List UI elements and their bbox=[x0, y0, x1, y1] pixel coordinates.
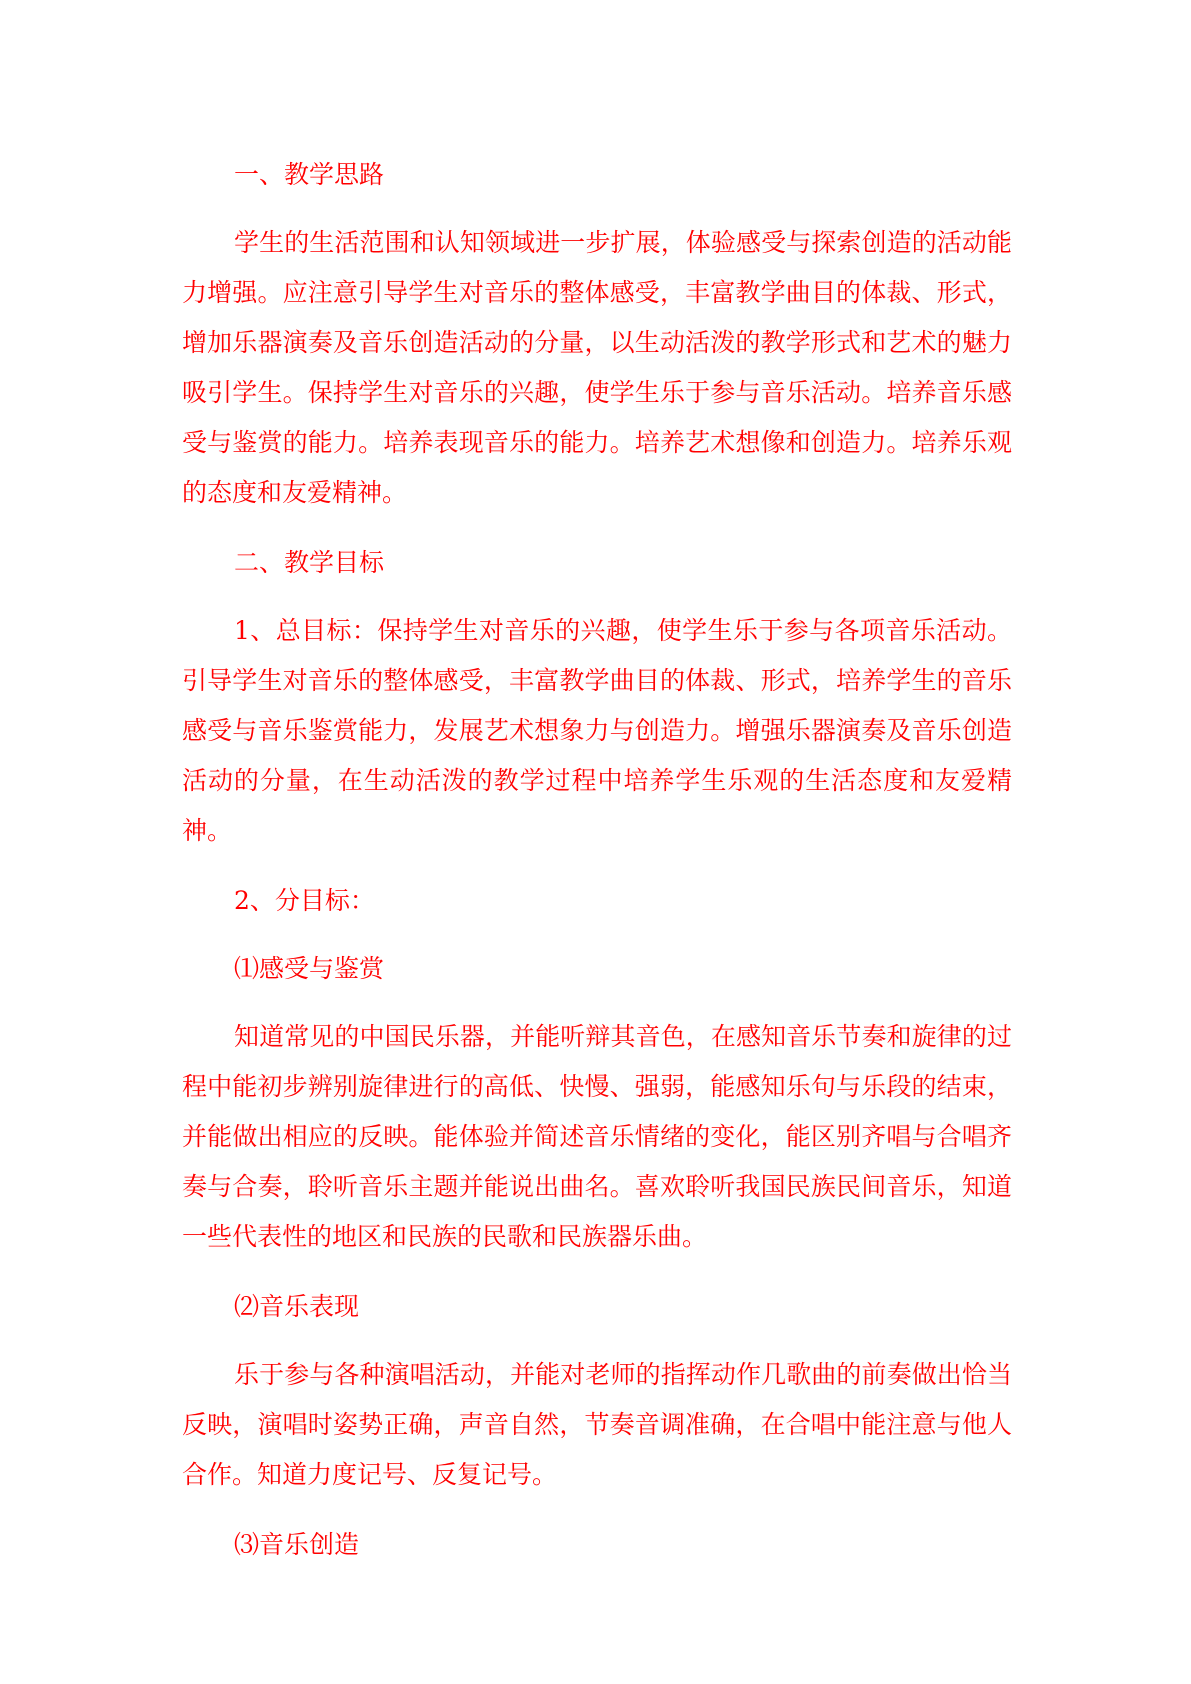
paragraph-overall-goal: 1、总目标：保持学生对音乐的兴趣，使学生乐于参与各项音乐活动。引导学生对音乐的整体感受，丰富教学曲目的体裁、形式，培养学生的音乐感受与音乐鉴赏能力，发展艺术想象力与创造力。增强乐器演奏及音乐创造活动的分量，在生动活泼的教学过程中培养学生乐观的生活态度和友爱精神。 bbox=[182, 616, 1012, 845]
section-heading-teaching-goals: 二、教学目标 bbox=[234, 548, 385, 577]
subsection-heading-creation: ⑶音乐创造 bbox=[234, 1530, 360, 1559]
subsection-heading-performance: ⑵音乐表现 bbox=[234, 1292, 360, 1321]
paragraph-appreciation: 知道常见的中国民乐器，并能听辩其音色，在感知音乐节奏和旋律的过程中能初步辨别旋律进行的高低、快慢、强弱，能感知乐句与乐段的结束，并能做出相应的反映。能体验并简述音乐情绪的变化，能区别齐唱与合唱齐奏与合奏，聆听音乐主题并能说出曲名。喜欢聆听我国民族民间音乐，知道一些代表性的地区和民族的民歌和民族器乐曲。 bbox=[182, 1022, 1012, 1251]
subsection-heading-sub-goals: 2、分目标： bbox=[234, 886, 375, 915]
subsection-heading-appreciation: ⑴感受与鉴赏 bbox=[234, 954, 385, 983]
section-heading-teaching-approach: 一、教学思路 bbox=[234, 160, 385, 189]
paragraph-teaching-approach: 学生的生活范围和认知领域进一步扩展，体验感受与探索创造的活动能力增强。应注意引导学生对音乐的整体感受，丰富教学曲目的体裁、形式，增加乐器演奏及音乐创造活动的分量，以生动活泼的教学形式和艺术的魅力吸引学生。保持学生对音乐的兴趣，使学生乐于参与音乐活动。培养音乐感受与鉴赏的能力。培养表现音乐的能力。培养艺术想像和创造力。培养乐观的态度和友爱精神。 bbox=[182, 228, 1012, 507]
paragraph-performance: 乐于参与各种演唱活动，并能对老师的指挥动作几歌曲的前奏做出恰当反映，演唱时姿势正确，声音自然，节奏音调准确，在合唱中能注意与他人合作。知道力度记号、反复记号。 bbox=[182, 1360, 1012, 1489]
document-body bbox=[182, 150, 1012, 1570]
